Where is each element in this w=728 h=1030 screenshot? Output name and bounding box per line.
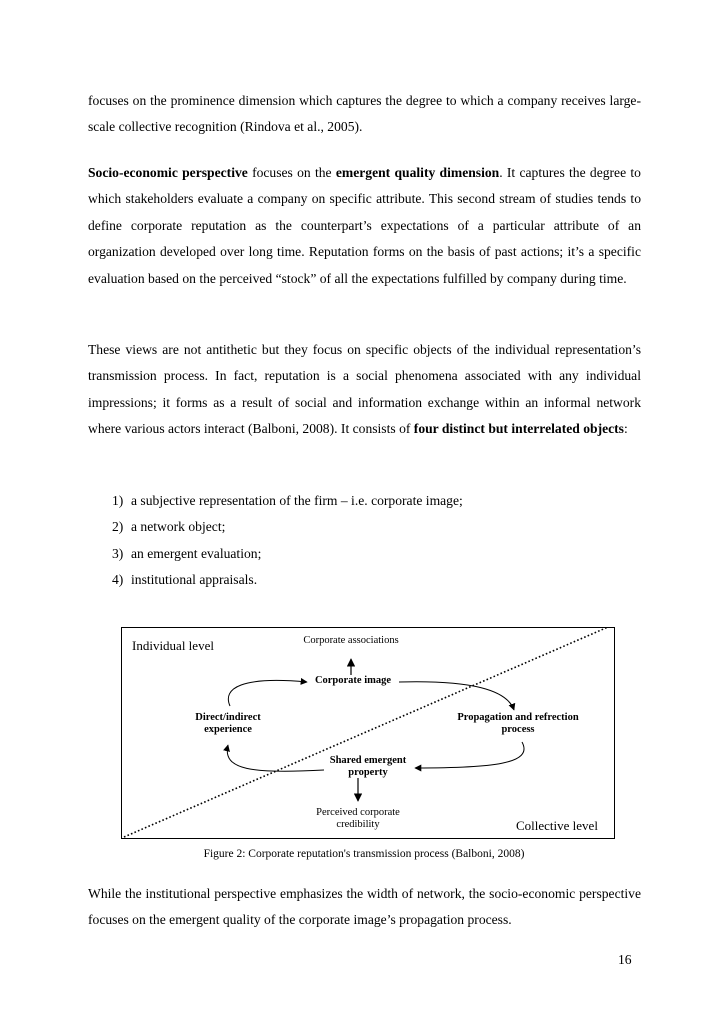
term-socio-economic-perspective: Socio-economic perspective bbox=[88, 165, 248, 180]
shared-emergent-property-node bbox=[320, 755, 416, 779]
propagation-process-node bbox=[442, 712, 594, 736]
list-number: 4) bbox=[112, 572, 124, 588]
node-line: Direct/indirect bbox=[195, 712, 261, 723]
direct-experience-node bbox=[180, 712, 276, 736]
paragraph-text: focuses on the prominence dimension which captures the degree to which a company receives large-scale collective recognition (Rindova et al., 2005). bbox=[88, 93, 641, 135]
paragraph-text: While the institutional perspective emphasizes the width of network, the socio-economic perspective focuses on the emergent quality of the corporate image’s propagation process. bbox=[88, 886, 641, 928]
arrow-experience-to-image bbox=[228, 680, 307, 706]
paragraph-socio-economic bbox=[88, 160, 641, 292]
corporate-image-node: Corporate image bbox=[314, 675, 392, 686]
list-number: 2) bbox=[112, 519, 124, 535]
node-line: experience bbox=[204, 724, 252, 735]
term-four-objects: four distinct but interrelated objects bbox=[413, 421, 624, 437]
list-text: an emergent evaluation; bbox=[131, 545, 262, 561]
objects-list bbox=[112, 488, 463, 594]
list-text: a subjective representation of the firm – i.e. corporate image; bbox=[131, 493, 463, 508]
list-number: 3) bbox=[112, 545, 124, 561]
paragraph-views bbox=[88, 337, 641, 443]
paragraph-text: : bbox=[623, 421, 628, 437]
perceived-credibility-node bbox=[302, 807, 414, 831]
paragraph-text: . It captures the degree to which stakeholders evaluate a company on specific attribute. This second stream of studies tends to define corporate reputation as the counterpart’s expectations of a particular attribute of an organization developed over long time. Reputation forms on the basis of past actions; it’s a specific evaluation based on the perceived “stock” of all the expectations fulfilled by company during time. bbox=[88, 165, 641, 286]
list-text: a network object; bbox=[131, 519, 226, 535]
list-item bbox=[112, 514, 463, 540]
node-line: property bbox=[348, 767, 388, 778]
arrow-shared-to-experience bbox=[227, 745, 324, 771]
list-item bbox=[112, 541, 463, 567]
figure-transmission-process bbox=[121, 627, 615, 839]
term-emergent-quality-dimension: emergent quality dimension bbox=[335, 165, 500, 180]
arrow-image-to-propagation bbox=[399, 682, 514, 710]
node-line: credibility bbox=[336, 819, 380, 830]
arrow-propagation-to-shared bbox=[415, 742, 524, 768]
individual-level-label: Individual level bbox=[132, 638, 214, 653]
list-item bbox=[112, 567, 463, 593]
figure-caption: Figure 2: Corporate reputation's transmission process (Balboni, 2008) bbox=[203, 848, 525, 860]
list-number: 1) bbox=[112, 493, 124, 508]
paragraph-text: focuses on the bbox=[247, 165, 336, 180]
page-number: 16 bbox=[618, 952, 632, 967]
corporate-associations-node: Corporate associations bbox=[303, 635, 399, 646]
node-line: Shared emergent bbox=[329, 755, 407, 766]
paragraph-text: These views are not antithetic but they focus on specific objects of the individual representation’s transmission process. In fact, reputation is a social phenomena associated with any individual impressions; it forms as a result of social and information exchange within an informal network where various actors interact (Balboni, 2008). It consists of bbox=[88, 342, 641, 437]
collective-level-label: Collective level bbox=[516, 818, 598, 833]
node-line: Propagation and refrection bbox=[457, 712, 579, 723]
list-text: institutional appraisals. bbox=[131, 572, 258, 588]
paragraph-institutional bbox=[88, 881, 641, 934]
node-line: Perceived corporate bbox=[316, 807, 400, 818]
list-item bbox=[112, 488, 463, 514]
node-line: process bbox=[501, 724, 535, 735]
paragraph-prominence bbox=[88, 88, 641, 141]
